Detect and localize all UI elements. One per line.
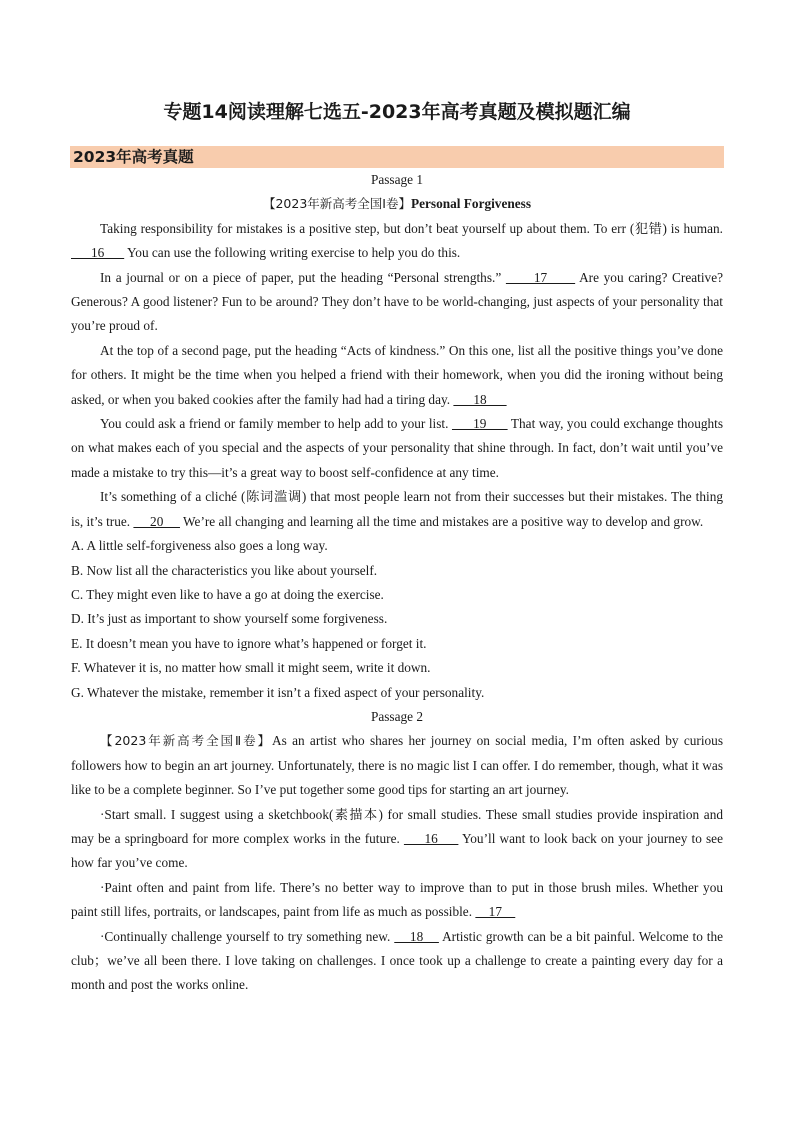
blank-16: 16 — [71, 245, 125, 261]
option-e: E. It doesn’t mean you have to ignore what’s happened or forget it. — [71, 635, 427, 651]
blank-20: 20 — [133, 513, 180, 529]
document-title: 专题14阅读理解七选五-2023年高考真题及模拟题汇编 — [163, 101, 631, 123]
document-body — [71, 168, 723, 998]
passage2-blank-16: 16 — [403, 830, 459, 846]
passage1-source: 【2023年新高考全国Ⅰ卷】 — [262, 196, 411, 212]
passage1-title: Personal Forgiveness — [410, 196, 532, 212]
passage2-source: 【2023年新高考全国Ⅱ卷】 — [100, 733, 273, 749]
passage1-paragraph-4: You could ask a friend or family member to help add to your list. 19 That way, you could exchange thoughts on what makes each of you special and the aspects of your personality that shine through. In fact, don’t wait until you’ve made a mistake to try this—it’s a great way to boost self-confidence at any time. — [71, 416, 724, 480]
passage2-blank-17: 17 — [475, 904, 516, 920]
section-header: 2023年高考真题 — [70, 146, 724, 168]
option-a: A. A little self-forgiveness also goes a long way. — [71, 538, 328, 554]
passage1-paragraph-3: At the top of a second page, put the heading “Acts of kindness.” On this one, list all the positive things you’ve done for others. It might be the time when you helped a friend with their homework, when you did the ironing without being asked, or when you baked cookies after the family had had a tiring day. 18 — [71, 342, 723, 407]
passage1-paragraph-2: In a journal or on a piece of paper, put the heading “Personal strengths.” 17 Are you caring? Creative? Generous? A good listener? Fun to be around? They don’t have to be world-changing, just aspects of your personality that you’re proud of. — [71, 269, 723, 334]
passage1-label: Passage 1 — [370, 172, 424, 187]
blank-17: 17 — [505, 269, 576, 285]
option-f: F. Whatever it is, no matter how small it might seem, write it down. — [71, 660, 431, 676]
passage2-paragraph-1: 【2023年新高考全国Ⅱ卷】As an artist who shares her journey on social media, I’m often asked by curious followers how to begin an art journey. Unfortunately, there is no magic list I can offer. I do remember, though, what it was like to be a complete beginner. So I’ve put together some good tips for starting an art journey. — [71, 733, 724, 798]
option-b: B. Now list all the characteristics you like about yourself. — [71, 562, 378, 578]
passage1-heading — [71, 192, 723, 216]
option-c: C. They might even like to have a go at doing the exercise. — [71, 586, 384, 602]
option-g: G. Whatever the mistake, remember it isn’t a fixed aspect of your personality. — [71, 684, 485, 700]
passage1-paragraph-1: Taking responsibility for mistakes is a positive step, but don’t beat yourself up about them. To err (犯错) is human. 16 You can use the following writing exercise to help you do this. — [71, 220, 723, 261]
blank-19: 19 — [451, 416, 508, 432]
option-d: D. It’s just as important to show yourself some forgiveness. — [71, 611, 388, 627]
passage2-label: Passage 2 — [370, 708, 424, 724]
passage1-paragraph-5: It’s something of a cliché (陈词滥调) that most people learn not from their successes but their mistakes. The thing is, it’s true. 20 We’re all changing and learning all the time and mistakes are a positive way to develop and grow. — [71, 489, 723, 529]
passage2-paragraph-3: ·Paint often and paint from life. There’s no better way to improve than to put in those brush miles. Whether you paint still lifes, portraits, or landscapes, paint from life as much as possible. 17 — [71, 879, 723, 920]
passage2-paragraph-4: ·Continually challenge yourself to try something new. 18 Artistic growth can be a bit painful. Welcome to the club；we’ve all been there. I love taking on challenges. I once took up a challenge to create a painting every day for a month and post the works online. — [71, 928, 724, 993]
blank-18: 18 — [453, 391, 507, 407]
passage2-blank-18: 18 — [394, 928, 439, 944]
passage2-paragraph-2: ·Start small. I suggest using a sketchbook(素描本) for small studies. These small studies provide inspiration and may be a springboard for more complex works in the future. 16 You’ll want to look back on your journey to see how far you’ve come. — [71, 806, 723, 871]
